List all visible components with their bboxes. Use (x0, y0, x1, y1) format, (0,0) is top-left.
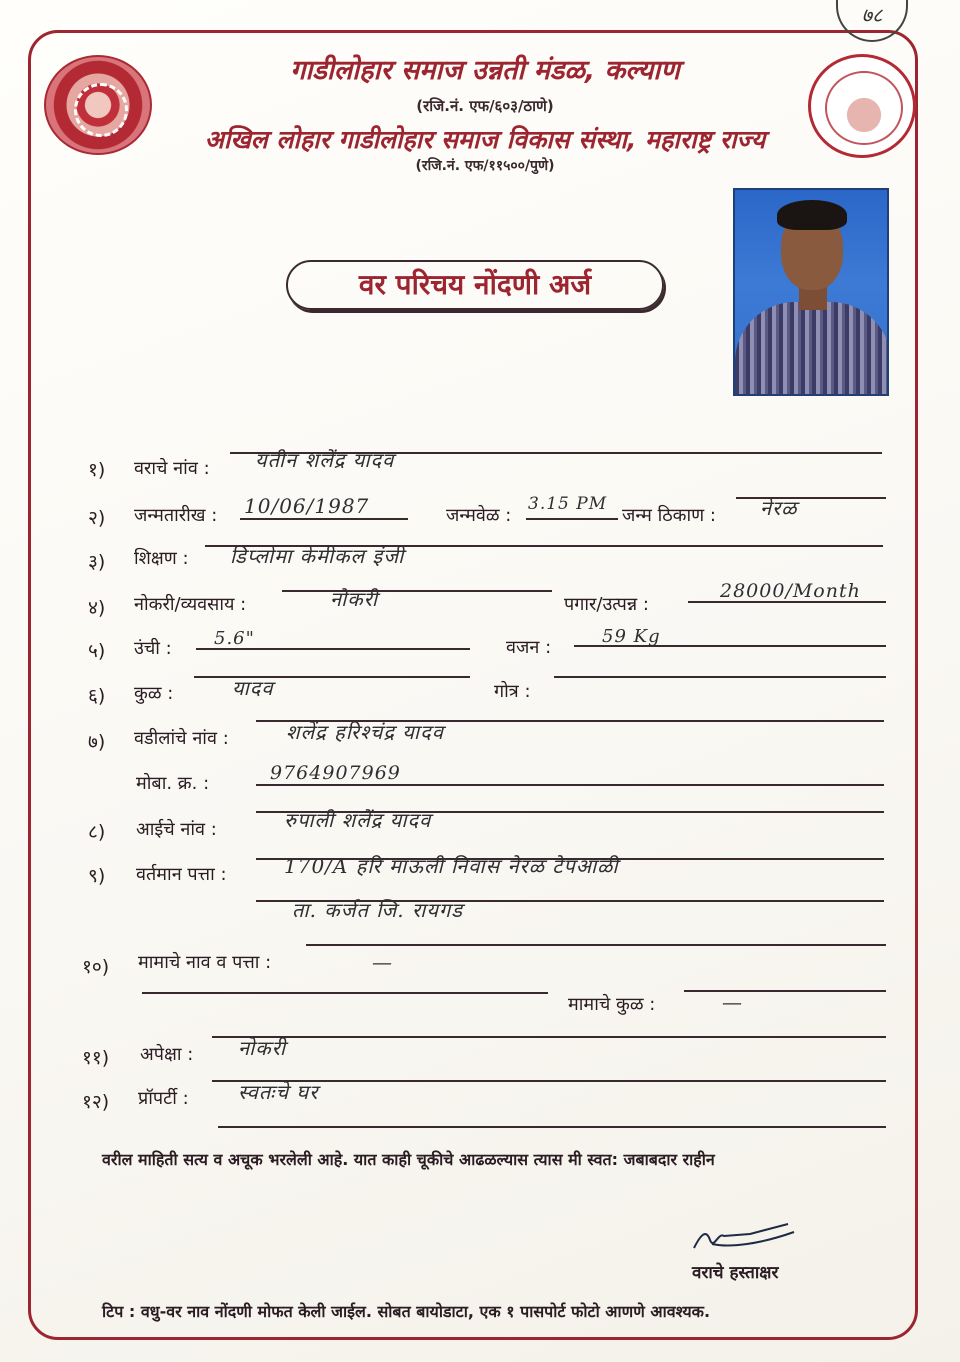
row-number: १) (88, 459, 106, 481)
form-title: वर परिचय नोंदणी अर्ज (286, 260, 664, 310)
mother-name-label: आईचे नांव : (136, 819, 217, 840)
row-number: २) (88, 507, 106, 529)
field-underline (282, 590, 552, 592)
maternal-kul-label: मामाचे कुळ : (568, 994, 656, 1015)
passport-photo (733, 188, 889, 396)
registration-number-1: (रजि.नं. एफ/६०३/ठाणे) (416, 97, 554, 115)
property-label: प्रॉपर्टी : (138, 1088, 189, 1109)
birth-place-value[interactable]: नेरळ (760, 496, 798, 520)
row-number: ७) (88, 731, 106, 753)
row-number: ८) (88, 821, 106, 843)
row-number: ५) (88, 640, 106, 662)
signature-label: वराचे हस्ताक्षर (692, 1263, 779, 1283)
address-label: वर्तमान पत्ता : (136, 864, 227, 885)
corner-number-mark: ७८ (836, 0, 908, 42)
declaration-text: वरील माहिती सत्य व अचूक भरलेली आहे. यात काही चूकीचे आढळल्यास त्यास मी स्वत: जबाबदार राहीन (102, 1150, 715, 1169)
address-value-line2[interactable]: ता. कर्जत जि. रायगड (292, 898, 463, 922)
groom-signature (690, 1218, 800, 1258)
education-label: शिक्षण : (134, 548, 189, 569)
gotra-label: गोत्र : (494, 681, 531, 702)
left-emblem-icon (44, 55, 152, 155)
weight-value[interactable]: 59 Kg (602, 626, 661, 647)
kul-label: कुळ : (134, 683, 174, 704)
field-underline (526, 518, 618, 520)
row-number: ११) (82, 1047, 110, 1069)
registration-number-2: (रजि.नं. एफ/११५००/पुणे) (415, 158, 555, 174)
dob-label: जन्मतारीख : (134, 505, 218, 526)
weight-label: वजन : (506, 637, 552, 658)
mobile-label: मोबा. क्र. : (136, 773, 210, 794)
groom-name-label: वराचे नांव : (134, 458, 210, 479)
maternal-uncle-value[interactable]: — (372, 950, 393, 974)
birth-time-value[interactable]: 3.15 PM (528, 494, 608, 514)
field-underline (240, 518, 408, 520)
field-underline (736, 497, 886, 499)
birth-place-label: जन्म ठिकाण : (622, 505, 716, 526)
row-number: ३) (88, 551, 106, 573)
organization-subtitle: अखिल लोहार गाडीलोहार समाज विकास संस्था, महाराष्ट्र राज्य (204, 125, 766, 154)
row-number: ४) (88, 597, 106, 619)
salary-label: पगार/उत्पन्न : (564, 594, 649, 615)
row-number: १०) (82, 956, 110, 978)
height-value[interactable]: 5.6" (214, 628, 255, 649)
row-number: १२) (82, 1091, 110, 1113)
height-label: उंची : (134, 638, 172, 659)
row-number: ९) (88, 865, 106, 887)
field-underline (212, 1036, 886, 1038)
salary-value[interactable]: 28000/Month (720, 580, 861, 602)
organization-title: गाडीलोहार समाज उन्नती मंडळ, कल्याण (290, 55, 680, 86)
birth-time-label: जन्मवेळ : (446, 505, 512, 526)
maternal-kul-value[interactable]: — (722, 990, 743, 1014)
occupation-label: नोकरी/व्यवसाय : (134, 594, 247, 615)
property-value[interactable]: स्वतःचे घर (238, 1080, 319, 1104)
field-underline (256, 784, 884, 786)
right-emblem-icon (808, 54, 916, 158)
dob-value[interactable]: 10/06/1987 (244, 494, 370, 518)
mobile-value[interactable]: 9764907969 (270, 762, 401, 784)
footer-note: टिप : वधु-वर नाव नोंदणी मोफत केली जाईल. सोबत बायोडाटा, एक १ पासपोर्ट फोटो आणणे आवश्यक. (102, 1302, 711, 1321)
mother-name-value[interactable]: रुपाली शलेंद्र यादव (284, 808, 432, 832)
field-underline (306, 944, 886, 946)
groom-name-value[interactable]: यतीन शलेंद्र यादव (255, 448, 395, 472)
father-name-label: वडीलांचे नांव : (134, 728, 229, 749)
field-underline (554, 676, 886, 678)
address-value-line1[interactable]: 170/A हरि माऊली निवास नेरळ टेपआळी (284, 854, 619, 878)
field-underline (142, 992, 548, 994)
expectation-label: अपेक्षा : (140, 1044, 194, 1065)
father-name-value[interactable]: शलेंद्र हरिश्चंद्र यादव (286, 720, 444, 744)
occupation-value[interactable]: नोकरी (330, 587, 378, 611)
field-underline (684, 990, 886, 992)
expectation-value[interactable]: नोकरी (238, 1036, 286, 1060)
education-value[interactable]: डिप्लोमा केमीकल इंजी (230, 544, 405, 568)
maternal-uncle-label: मामाचे नाव व पत्ता : (138, 952, 272, 973)
row-number: ६) (88, 685, 106, 707)
field-underline (218, 1126, 886, 1128)
kul-value[interactable]: यादव (232, 676, 274, 700)
